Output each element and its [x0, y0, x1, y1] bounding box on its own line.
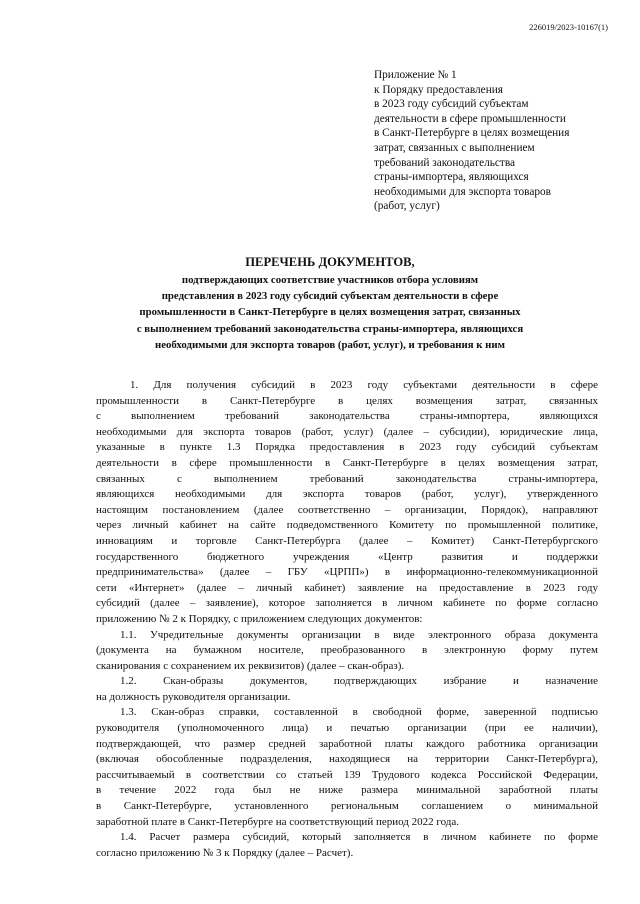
paragraph-line: деятельности в сфере промышленности в Санкт-Петербурге в целях возмещения затрат,: [96, 456, 598, 469]
paragraph-line: заработной плате в Санкт-Петербурге на соответствующий период 2022 года.: [96, 815, 460, 828]
appendix-line: (работ, услуг): [374, 200, 440, 213]
paragraph-line: в Санкт-Петербурге, установленного региональным соглашением о минимальной: [96, 800, 598, 813]
paragraph-line: необходимыми для экспорта товаров (работ, услуг) (далее – субсидии), юридические лица,: [96, 425, 598, 438]
appendix-line: деятельности в сфере промышленности: [374, 112, 566, 125]
document-title: [90, 254, 570, 353]
paragraph-line: руководителя (уполномоченного лица) и печатью организации (при ее наличии),: [96, 722, 598, 735]
paragraph-line: 1.1. Учредительные документы организации в виде электронного образа документа: [120, 628, 598, 641]
appendix-line: страны-импортера, являющихся: [374, 171, 529, 184]
paragraph-line: государственного бюджетного учреждения «Центр развития и поддержки: [96, 550, 598, 563]
paragraph-line: сети «Интернет» (далее – личный кабинет) заявление на предоставление в 2023 году: [96, 581, 598, 594]
appendix-line: Приложение № 1: [374, 69, 457, 81]
paragraph-line: (документа на бумажном носителе, преобразованного в электронную форму путем: [96, 644, 598, 657]
paragraph-line: в течение 2022 года был не ниже размера минимальной заработной платы: [96, 784, 598, 797]
appendix-line: в Санкт-Петербурге в целях возмещения: [374, 127, 570, 140]
paragraph-line: 1.4. Расчет размера субсидий, который заполняется в личном кабинете по форме: [120, 831, 598, 844]
appendix-header: [374, 68, 624, 214]
paragraph-line: 1.3. Скан-образ справки, составленной в свободной форме, заверенной подписью: [120, 706, 598, 719]
paragraph-line: подтверждающей, что размер средней заработной платы каждого работника организации: [96, 737, 598, 750]
paragraph-line: на должность руководителя организации.: [96, 690, 291, 703]
paragraph-line: приложению № 2 к Порядку, с приложением следующих документов:: [96, 612, 423, 625]
title-sub-line: промышленности в Санкт-Петербурге в целях возмещения затрат, связанных: [139, 306, 521, 319]
paragraph-line: промышленности в Санкт-Петербурге в целях возмещения затрат, связанных: [96, 394, 598, 407]
title-sub-line: необходимыми для экспорта товаров (работ, услуг), и требования к ним: [155, 338, 505, 351]
paragraph-line: 1. Для получения субсидий в 2023 году субъектами деятельности в сфере: [130, 379, 598, 391]
paragraph-line: через личный кабинет на сайте подведомственного Комитету по промышленной политике,: [96, 519, 598, 532]
paragraph-line: предпринимательства» (далее – ГБУ «ЦРПП») в информационно-телекоммуникационной: [96, 566, 598, 579]
paragraph-line: связанных с выполнением требований законодательства страны-импортера,: [96, 472, 598, 485]
paragraph-line: сканирования с сохранением их реквизитов) (далее – скан-образ).: [96, 659, 405, 672]
title-sub-line: подтверждающих соответствие участников отбора условиям: [181, 274, 479, 286]
title-sub-line: с выполнением требований законодательства страны-импортера, являющихся: [136, 322, 524, 335]
appendix-line: необходимыми для экспорта товаров: [374, 185, 551, 198]
paragraph-line: являющихся необходимыми для экспорта товаров (работ, услуг), утвержденного: [96, 488, 598, 501]
document-body: [96, 378, 598, 861]
paragraph-p1: [96, 378, 598, 628]
appendix-line: требований законодательства: [374, 156, 516, 169]
paragraph-line: указанные в пункте 1.3 Порядка предоставления в 2023 году субсидий субъектам: [96, 441, 598, 454]
appendix-line: к Порядку предоставления: [374, 83, 503, 96]
paragraph-line: рассчитываемый в соответствии со статьей 139 Трудового кодекса Российской Федерации,: [96, 768, 598, 781]
paragraph-line: инновациям и торговле Санкт-Петербурга (далее – Комитет) Санкт-Петербургского: [96, 534, 598, 547]
paragraph-p1_2: [96, 674, 598, 705]
paragraph-line: с выполнением требований законодательства страны-импортера, являющихся: [96, 410, 598, 423]
title-subtitle: [90, 272, 570, 353]
document-number: 226019/2023-10167(1): [529, 22, 608, 32]
paragraph-p1_3: [96, 705, 598, 830]
title-sub-line: представления в 2023 году субсидий субъектам деятельности в сфере: [161, 290, 499, 303]
title-main: ПЕРЕЧЕНЬ ДОКУМЕНТОВ,: [245, 255, 415, 269]
appendix-line: затрат, связанных с выполнением: [374, 141, 535, 154]
paragraph-line: субсидий (далее – заявление), которое заполняется в личном кабинете по форме согласно: [96, 597, 598, 610]
paragraph-p1_1: [96, 628, 598, 675]
appendix-line: в 2023 году субсидий субъектам: [374, 98, 529, 111]
paragraph-line: (включая обособленные подразделения, находящиеся на территории Санкт-Петербурга),: [96, 753, 598, 766]
paragraph-line: настоящим постановлением (далее соответственно – организации, Порядок), направляют: [96, 503, 598, 516]
paragraph-line: согласно приложению № 3 к Порядку (далее – Расчет).: [96, 846, 354, 859]
paragraph-line: 1.2. Скан-образы документов, подтверждающих избрание и назначение: [120, 675, 598, 688]
paragraph-p1_4: [96, 830, 598, 861]
